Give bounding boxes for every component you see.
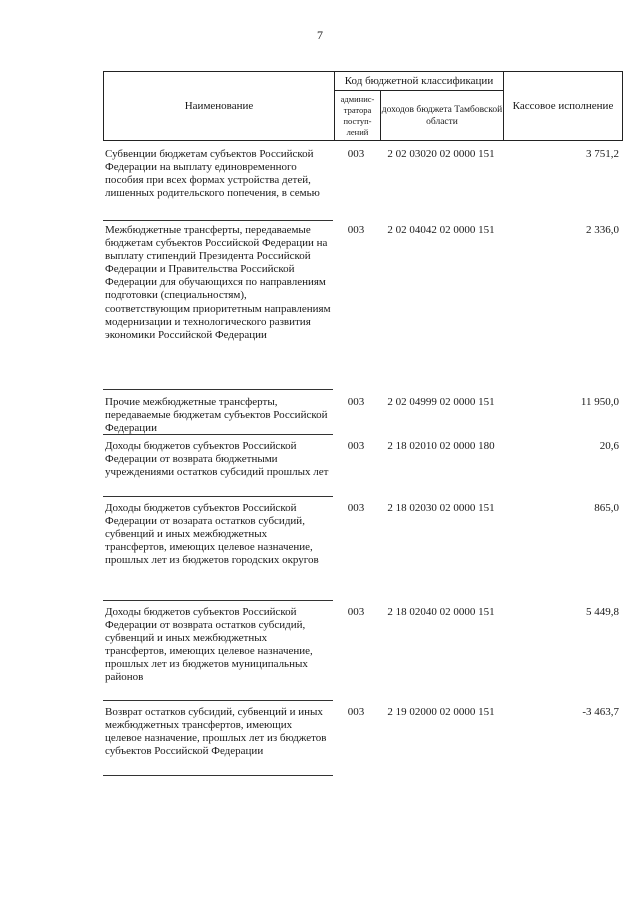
row-admin: 003 xyxy=(347,396,365,408)
row-name: Возврат остатков субсидий, субвенций и иных межбюджетных трансфертов, имеющих целевое назначение, прошлых лет из бюджетов субъектов Российской Федерации xyxy=(105,706,327,758)
row-name: Доходы бюджетов субъектов Российской Федерации от возарата остатков субсидий, субвенций и иных межбюджетных трансфертов, имеющих целевое назначение, прошлых лет из бюджетов городских округов xyxy=(105,502,319,567)
row-income: 2 02 04999 02 0000 151 xyxy=(387,396,495,408)
page-number: 7 xyxy=(317,28,323,42)
header-income: доходов бюджета Тамбовской области xyxy=(381,104,503,127)
row-divider xyxy=(103,434,333,435)
row-divider xyxy=(103,389,333,390)
row-income: 2 18 02040 02 0000 151 xyxy=(387,606,495,618)
row-divider xyxy=(103,775,333,776)
row-cash: -3 463,7 xyxy=(582,706,619,718)
row-cash: 5 449,8 xyxy=(586,606,619,618)
row-cash: 3 751,2 xyxy=(586,148,619,160)
row-income: 2 02 03020 02 0000 151 xyxy=(387,148,495,160)
row-divider xyxy=(103,496,333,497)
header-cash: Кассовое исполнение xyxy=(512,100,614,112)
row-admin: 003 xyxy=(347,606,365,618)
row-cash: 2 336,0 xyxy=(586,224,619,236)
row-admin: 003 xyxy=(347,148,365,160)
row-name: Межбюджетные трансферты, передаваемые бюджетам субъектов Российской Федерации на выплату стипендий Президента Российской Федерации и Правительства Российской Федерации для обучающихся по направлениям подготовки (специальностям), соответствующим приоритетным направлениям модернизации и технологического развития экономики Российской Федерации xyxy=(105,224,331,341)
row-admin: 003 xyxy=(347,502,365,514)
row-admin: 003 xyxy=(347,440,365,452)
row-name: Доходы бюджетов субъектов Российской Федерации от возврата бюджетными учреждениями остатков субсидий прошлых лет xyxy=(105,440,329,479)
row-divider xyxy=(103,220,333,221)
row-name: Прочие межбюджетные трансферты, передаваемые бюджетам субъектов Российской Федерации xyxy=(105,396,328,435)
row-income: 2 02 04042 02 0000 151 xyxy=(387,224,495,236)
row-divider xyxy=(103,700,333,701)
row-name: Доходы бюджетов субъектов Российской Федерации от возврата остатков субсидий, субвенций и иных межбюджетных трансфертов, имеющих целевое назначение, прошлых лет из бюджетов муниципальных районов xyxy=(105,606,313,684)
table-header xyxy=(103,71,623,141)
row-income: 2 19 02000 02 0000 151 xyxy=(387,706,495,718)
row-divider xyxy=(103,600,333,601)
row-cash: 20,6 xyxy=(599,440,619,452)
row-cash: 865,0 xyxy=(594,502,619,514)
header-budget-code: Код бюджетной классификации xyxy=(344,75,494,87)
row-admin: 003 xyxy=(347,224,365,236)
header-admin: админис-тратора поступ-лений xyxy=(340,93,375,137)
row-admin: 003 xyxy=(347,706,365,718)
row-cash: 11 950,0 xyxy=(580,396,619,408)
header-name: Наименование xyxy=(184,100,254,112)
row-income: 2 18 02030 02 0000 151 xyxy=(387,502,495,514)
row-name: Субвенции бюджетам субъектов Российской Федерации на выплату единовременного пособия при всех формах устройства детей, лишенных родительского попечения, в семью xyxy=(105,148,320,200)
row-income: 2 18 02010 02 0000 180 xyxy=(387,440,495,452)
